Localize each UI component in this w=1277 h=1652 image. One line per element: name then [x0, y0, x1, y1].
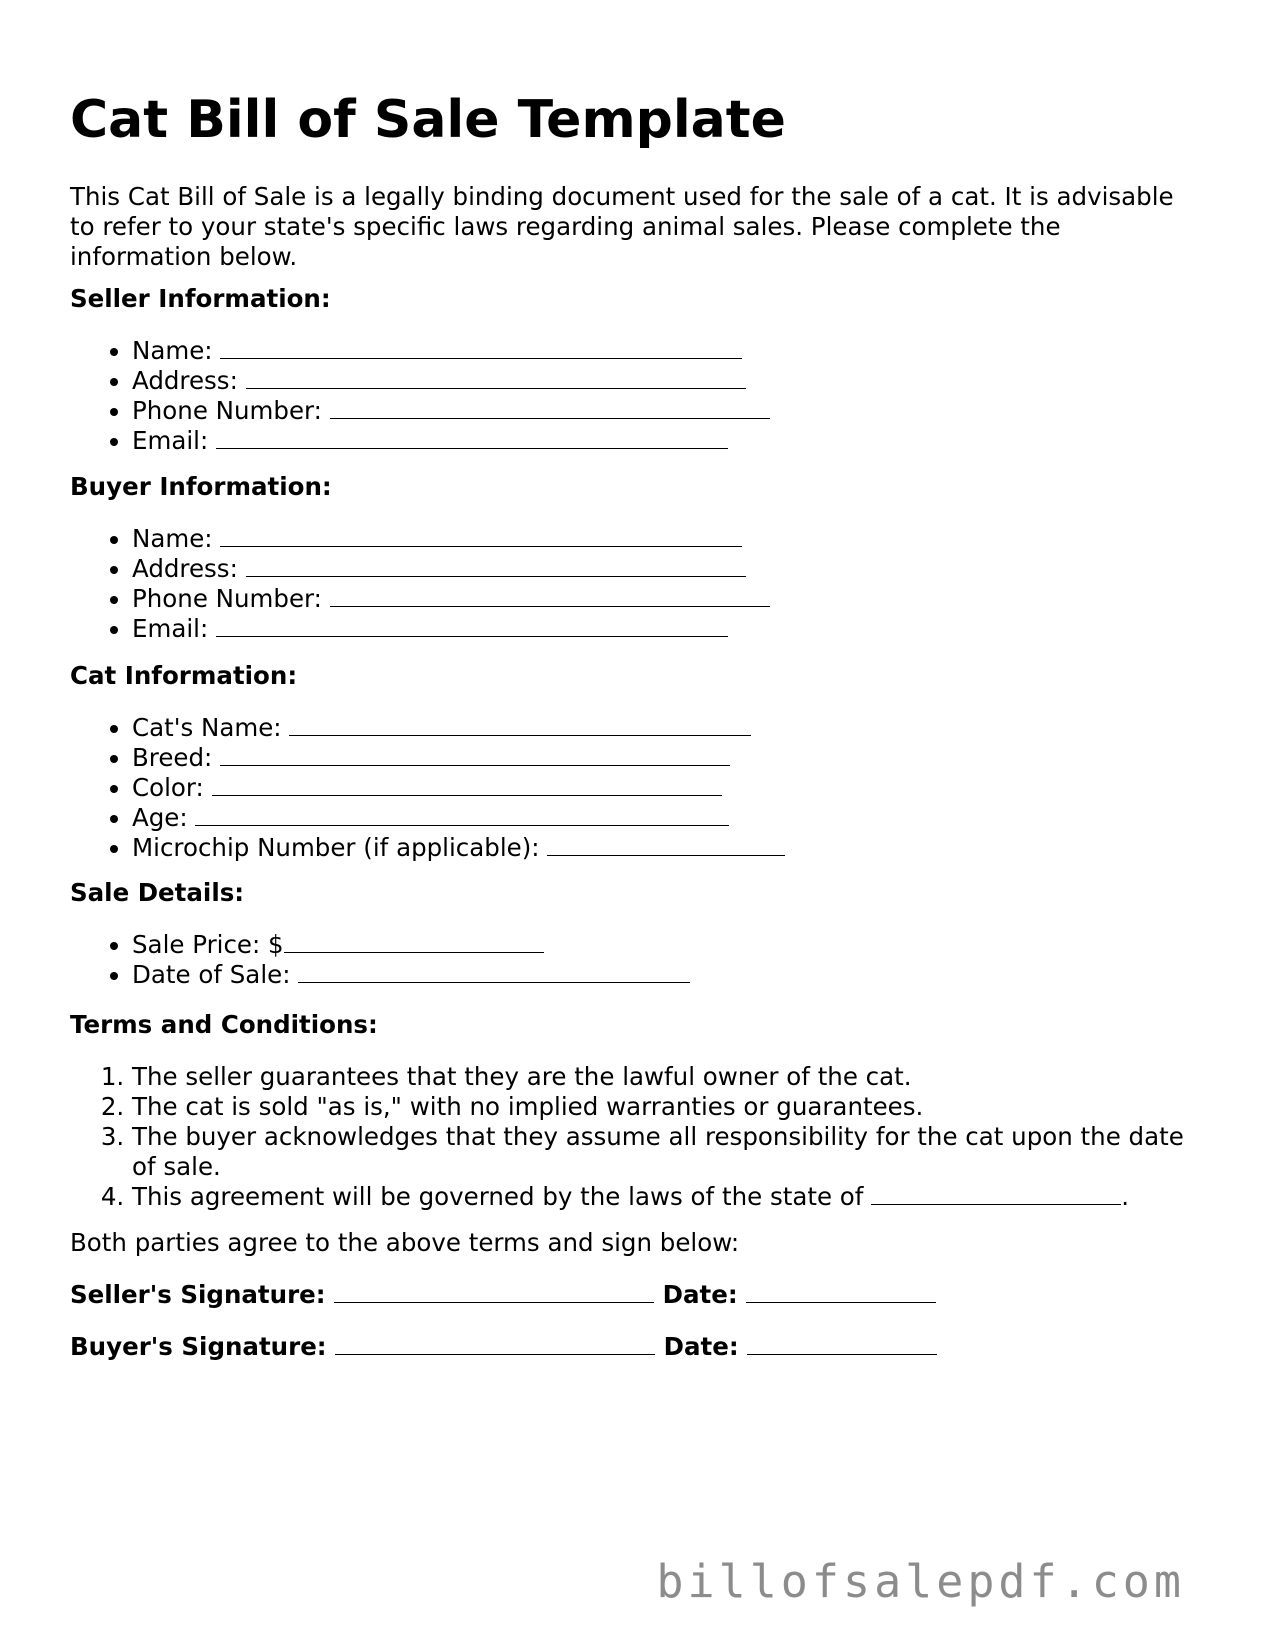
- term-item: 3. The buyer acknowledges that they assume all responsibility for the cat upon the date of sale.: [132, 1122, 1200, 1182]
- site-watermark: billofsalepdf.com: [656, 1555, 1185, 1608]
- buyer-phone-field[interactable]: • Phone Number:: [132, 584, 770, 614]
- sale-date-blank[interactable]: [298, 960, 690, 983]
- seller-signature-label: Seller's Signature:: [70, 1280, 326, 1309]
- buyer-email-blank[interactable]: [216, 614, 728, 637]
- seller-email-field[interactable]: • Email:: [132, 426, 770, 456]
- cat-age-field[interactable]: • Age:: [132, 803, 785, 833]
- agreement-text: Both parties agree to the above terms and sign below:: [70, 1228, 740, 1257]
- seller-name-blank[interactable]: [220, 336, 742, 359]
- sale-price-blank[interactable]: [284, 930, 544, 953]
- sale-fields: [70, 930, 690, 990]
- cat-age-blank[interactable]: [195, 803, 729, 826]
- seller-address-field[interactable]: • Address:: [132, 366, 770, 396]
- cat-microchip-blank[interactable]: [547, 833, 785, 856]
- cat-microchip-field[interactable]: • Microchip Number (if applicable):: [132, 833, 785, 863]
- buyer-fields: [70, 524, 770, 644]
- seller-phone-field[interactable]: • Phone Number:: [132, 396, 770, 426]
- seller-address-blank[interactable]: [246, 366, 746, 389]
- buyer-phone-blank[interactable]: [330, 584, 770, 607]
- cat-name-blank[interactable]: [289, 713, 751, 736]
- buyer-email-field[interactable]: • Email:: [132, 614, 770, 644]
- buyer-name-field[interactable]: • Name:: [132, 524, 770, 554]
- sale-price-field[interactable]: • Sale Price: $: [132, 930, 690, 960]
- buyer-signature-label: Buyer's Signature:: [70, 1332, 327, 1361]
- seller-phone-blank[interactable]: [330, 396, 770, 419]
- buyer-name-blank[interactable]: [220, 524, 742, 547]
- buyer-signature-blank[interactable]: [335, 1332, 655, 1355]
- term-item: 1. The seller guarantees that they are the lawful owner of the cat.: [132, 1062, 1200, 1092]
- cat-breed-field[interactable]: • Breed:: [132, 743, 785, 773]
- cat-heading: Cat Information:: [70, 661, 298, 690]
- sale-heading: Sale Details:: [70, 878, 245, 907]
- term-item: 2. The cat is sold "as is," with no implied warranties or guarantees.: [132, 1092, 1200, 1122]
- seller-signature-blank[interactable]: [334, 1280, 654, 1303]
- terms-heading: Terms and Conditions:: [70, 1010, 378, 1039]
- cat-color-blank[interactable]: [212, 773, 722, 796]
- sale-date-field[interactable]: • Date of Sale:: [132, 960, 690, 990]
- terms-list: [70, 1062, 1200, 1212]
- seller-signature-row: [70, 1280, 936, 1310]
- seller-fields: [70, 336, 770, 456]
- governing-state-blank[interactable]: [871, 1182, 1121, 1205]
- buyer-address-field[interactable]: • Address:: [132, 554, 770, 584]
- cat-name-field[interactable]: • Cat's Name:: [132, 713, 785, 743]
- intro-paragraph: This Cat Bill of Sale is a legally binding document used for the sale of a cat. It is advisable to refer to your state's specific laws regarding animal sales. Please complete the information below.: [70, 182, 1174, 271]
- seller-date-blank[interactable]: [746, 1280, 936, 1303]
- seller-name-field[interactable]: • Name:: [132, 336, 770, 366]
- buyer-date-label: Date:: [663, 1332, 739, 1361]
- buyer-heading: Buyer Information:: [70, 472, 332, 501]
- page-title: Cat Bill of Sale Template: [70, 90, 786, 150]
- cat-breed-blank[interactable]: [220, 743, 730, 766]
- cat-color-field[interactable]: • Color:: [132, 773, 785, 803]
- seller-date-label: Date:: [662, 1280, 738, 1309]
- buyer-signature-row: [70, 1332, 937, 1362]
- buyer-address-blank[interactable]: [246, 554, 746, 577]
- seller-heading: Seller Information:: [70, 284, 331, 313]
- term-item: 4. This agreement will be governed by the laws of the state of .: [132, 1182, 1200, 1212]
- cat-fields: [70, 713, 785, 863]
- buyer-date-blank[interactable]: [747, 1332, 937, 1355]
- seller-email-blank[interactable]: [216, 426, 728, 449]
